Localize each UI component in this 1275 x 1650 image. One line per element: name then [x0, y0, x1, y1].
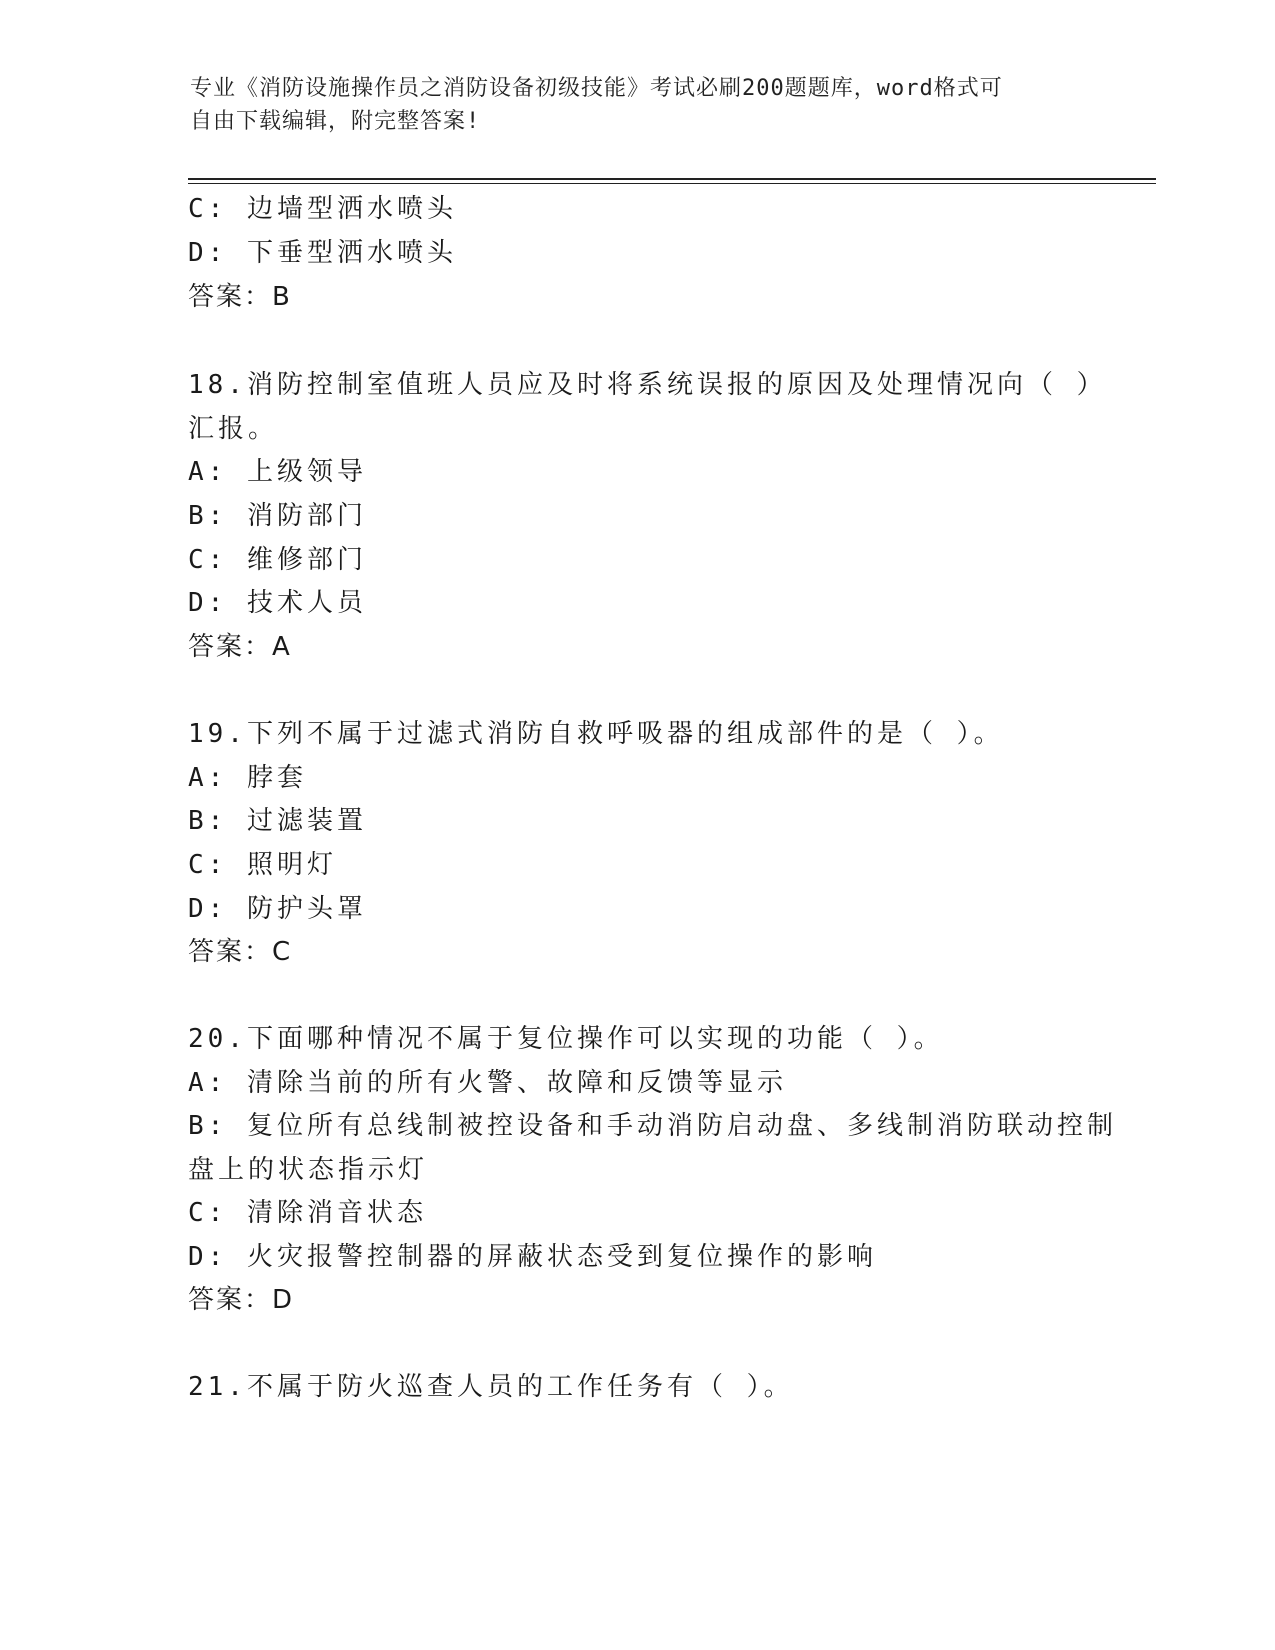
option-b-q20-line-1: B: 复位所有总线制被控设备和手动消防启动盘、多线制消防联动控制: [188, 1111, 1117, 1141]
option-d-q17: D: 下垂型洒水喷头: [188, 238, 457, 268]
header-title-line-2: 自由下载编辑，附完整答案!: [190, 109, 481, 134]
question-18-line-1: 18.消防控制室值班人员应及时将系统误报的原因及处理情况向（ ）: [188, 370, 1107, 400]
header-title-line-1: 专业《消防设施操作员之消防设备初级技能》考试必刷200题题库，word格式可: [190, 76, 1003, 101]
question-20: 20.下面哪种情况不属于复位操作可以实现的功能（ ）。: [188, 1024, 944, 1054]
header-divider-thin: [188, 183, 1156, 184]
option-a-q19: A: 脖套: [188, 763, 307, 793]
option-b-q18: B: 消防部门: [188, 501, 367, 531]
option-c-q20: C: 清除消音状态: [188, 1198, 427, 1228]
option-b-q19: B: 过滤装置: [188, 806, 367, 836]
option-d-q18: D: 技术人员: [188, 588, 367, 618]
question-19: 19.下列不属于过滤式消防自救呼吸器的组成部件的是（ ）。: [188, 719, 1004, 749]
answer-q19: 答案：C: [188, 937, 293, 967]
answer-q20: 答案：D: [188, 1285, 295, 1315]
page-header: [190, 72, 1090, 138]
option-c-q19: C: 照明灯: [188, 850, 337, 880]
option-c-q18: C: 维修部门: [188, 545, 367, 575]
header-divider-thick: [188, 178, 1156, 180]
option-b-q20-line-2: 盘上的状态指示灯: [188, 1155, 429, 1185]
answer-q17: 答案：B: [188, 282, 292, 312]
option-a-q18: A: 上级领导: [188, 457, 367, 487]
option-d-q19: D: 防护头罩: [188, 894, 367, 924]
question-18-line-2: 汇报。: [188, 414, 279, 444]
option-a-q20: A: 清除当前的所有火警、故障和反馈等显示: [188, 1068, 787, 1098]
option-c-q17: C: 边墙型洒水喷头: [188, 194, 457, 224]
question-21: 21.不属于防火巡查人员的工作任务有（ ）。: [188, 1372, 794, 1402]
option-d-q20: D: 火灾报警控制器的屏蔽状态受到复位操作的影响: [188, 1242, 877, 1272]
answer-q18: 答案：A: [188, 632, 292, 662]
